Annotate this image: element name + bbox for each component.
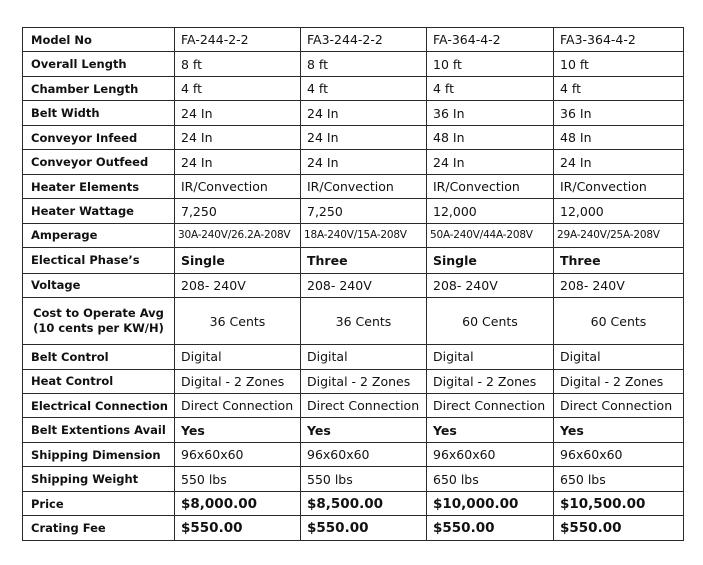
value-cell: 208- 240V (175, 273, 301, 297)
table-row (23, 369, 684, 393)
row-label: Amperage (23, 223, 175, 247)
table-row (23, 150, 684, 174)
value-cell: Direct Connection (301, 394, 427, 418)
value-cell: 24 In (175, 150, 301, 174)
value-cell: Single (427, 248, 554, 273)
header-label: Model No (23, 28, 175, 52)
row-label: Belt Width (23, 101, 175, 125)
row-label: Belt Extentions Avail (23, 418, 175, 442)
value-cell: Direct Connection (175, 394, 301, 418)
value-cell: 4 ft (301, 76, 427, 100)
table-row (23, 491, 684, 515)
row-label: Conveyor Outfeed (23, 150, 175, 174)
value-cell: 650 lbs (427, 467, 554, 491)
table-row (23, 223, 684, 247)
value-cell: 96x60x60 (301, 442, 427, 466)
value-cell: 8 ft (301, 52, 427, 76)
table-row (23, 174, 684, 198)
value-cell: Yes (175, 418, 301, 442)
value-cell: 50A-240V/44A-208V (427, 223, 554, 247)
value-cell: 4 ft (554, 76, 684, 100)
spec-table (22, 27, 684, 541)
row-label: Heater Wattage (23, 199, 175, 223)
table-row (23, 345, 684, 369)
row-label: Crating Fee (23, 516, 175, 541)
value-cell: Digital (175, 345, 301, 369)
value-cell: $10,000.00 (427, 491, 554, 515)
value-cell: 7,250 (175, 199, 301, 223)
value-cell: 48 In (554, 125, 684, 149)
table-row (23, 516, 684, 541)
table-row (23, 76, 684, 100)
value-cell: 36 Cents (175, 298, 301, 345)
value-cell: 60 Cents (554, 298, 684, 345)
value-cell: Digital - 2 Zones (175, 369, 301, 393)
model-cell: FA-244-2-2 (175, 28, 301, 52)
value-cell: Direct Connection (554, 394, 684, 418)
value-cell: $8,500.00 (301, 491, 427, 515)
value-cell: 36 In (427, 101, 554, 125)
value-cell: Yes (554, 418, 684, 442)
table-row (23, 52, 684, 76)
model-cell: FA3-244-2-2 (301, 28, 427, 52)
value-cell: Three (554, 248, 684, 273)
value-cell: $550.00 (175, 516, 301, 541)
table-row (23, 418, 684, 442)
value-cell: 10 ft (427, 52, 554, 76)
value-cell: 24 In (175, 125, 301, 149)
value-cell: IR/Convection (427, 174, 554, 198)
value-cell: 24 In (301, 101, 427, 125)
table-row (23, 394, 684, 418)
value-cell: 48 In (427, 125, 554, 149)
value-cell: Yes (301, 418, 427, 442)
value-cell: 12,000 (554, 199, 684, 223)
row-label: Heat Control (23, 369, 175, 393)
table-row (23, 273, 684, 297)
table-row (23, 467, 684, 491)
value-cell: 4 ft (175, 76, 301, 100)
row-label: Electrical Connection (23, 394, 175, 418)
value-cell: 24 In (427, 150, 554, 174)
value-cell: 36 Cents (301, 298, 427, 345)
value-cell: IR/Convection (175, 174, 301, 198)
model-cell: FA-364-4-2 (427, 28, 554, 52)
value-cell: 29A-240V/25A-208V (554, 223, 684, 247)
value-cell: $8,000.00 (175, 491, 301, 515)
value-cell: Digital - 2 Zones (554, 369, 684, 393)
value-cell: Direct Connection (427, 394, 554, 418)
row-label: Price (23, 491, 175, 515)
value-cell: 24 In (554, 150, 684, 174)
value-cell: 36 In (554, 101, 684, 125)
value-cell: Digital - 2 Zones (427, 369, 554, 393)
spec-table-body (23, 28, 684, 541)
row-label: Chamber Length (23, 76, 175, 100)
model-cell: FA3-364-4-2 (554, 28, 684, 52)
value-cell: 24 In (175, 101, 301, 125)
row-label: Conveyor Infeed (23, 125, 175, 149)
value-cell: $550.00 (301, 516, 427, 541)
value-cell: Single (175, 248, 301, 273)
row-label: Voltage (23, 273, 175, 297)
value-cell: 24 In (301, 125, 427, 149)
value-cell: 208- 240V (554, 273, 684, 297)
table-row (23, 248, 684, 273)
value-cell: 8 ft (175, 52, 301, 76)
table-row (23, 199, 684, 223)
value-cell: 96x60x60 (175, 442, 301, 466)
value-cell: 550 lbs (175, 467, 301, 491)
value-cell: Three (301, 248, 427, 273)
value-cell: 18A-240V/15A-208V (301, 223, 427, 247)
table-row (23, 442, 684, 466)
value-cell: Digital - 2 Zones (301, 369, 427, 393)
value-cell: 208- 240V (301, 273, 427, 297)
row-label: Electical Phase’s (23, 248, 175, 273)
table-row (23, 101, 684, 125)
value-cell: $550.00 (427, 516, 554, 541)
value-cell: $10,500.00 (554, 491, 684, 515)
row-label: Shipping Weight (23, 467, 175, 491)
value-cell: Digital (301, 345, 427, 369)
value-cell: IR/Convection (301, 174, 427, 198)
row-label: Overall Length (23, 52, 175, 76)
value-cell: Digital (427, 345, 554, 369)
row-label: Heater Elements (23, 174, 175, 198)
row-label: Shipping Dimension (23, 442, 175, 466)
value-cell: Yes (427, 418, 554, 442)
value-cell: 60 Cents (427, 298, 554, 345)
value-cell: 96x60x60 (427, 442, 554, 466)
value-cell: 96x60x60 (554, 442, 684, 466)
row-label: Belt Control (23, 345, 175, 369)
table-row (23, 125, 684, 149)
value-cell: 7,250 (301, 199, 427, 223)
value-cell: $550.00 (554, 516, 684, 541)
table-row (23, 298, 684, 345)
value-cell: 30A-240V/26.2A-208V (175, 223, 301, 247)
value-cell: Digital (554, 345, 684, 369)
value-cell: 24 In (301, 150, 427, 174)
value-cell: IR/Convection (554, 174, 684, 198)
value-cell: 4 ft (427, 76, 554, 100)
value-cell: 650 lbs (554, 467, 684, 491)
value-cell: 12,000 (427, 199, 554, 223)
value-cell: 550 lbs (301, 467, 427, 491)
row-label: Cost to Operate Avg (10 cents per KW/H) (23, 298, 175, 345)
value-cell: 10 ft (554, 52, 684, 76)
table-row-model (23, 28, 684, 52)
value-cell: 208- 240V (427, 273, 554, 297)
